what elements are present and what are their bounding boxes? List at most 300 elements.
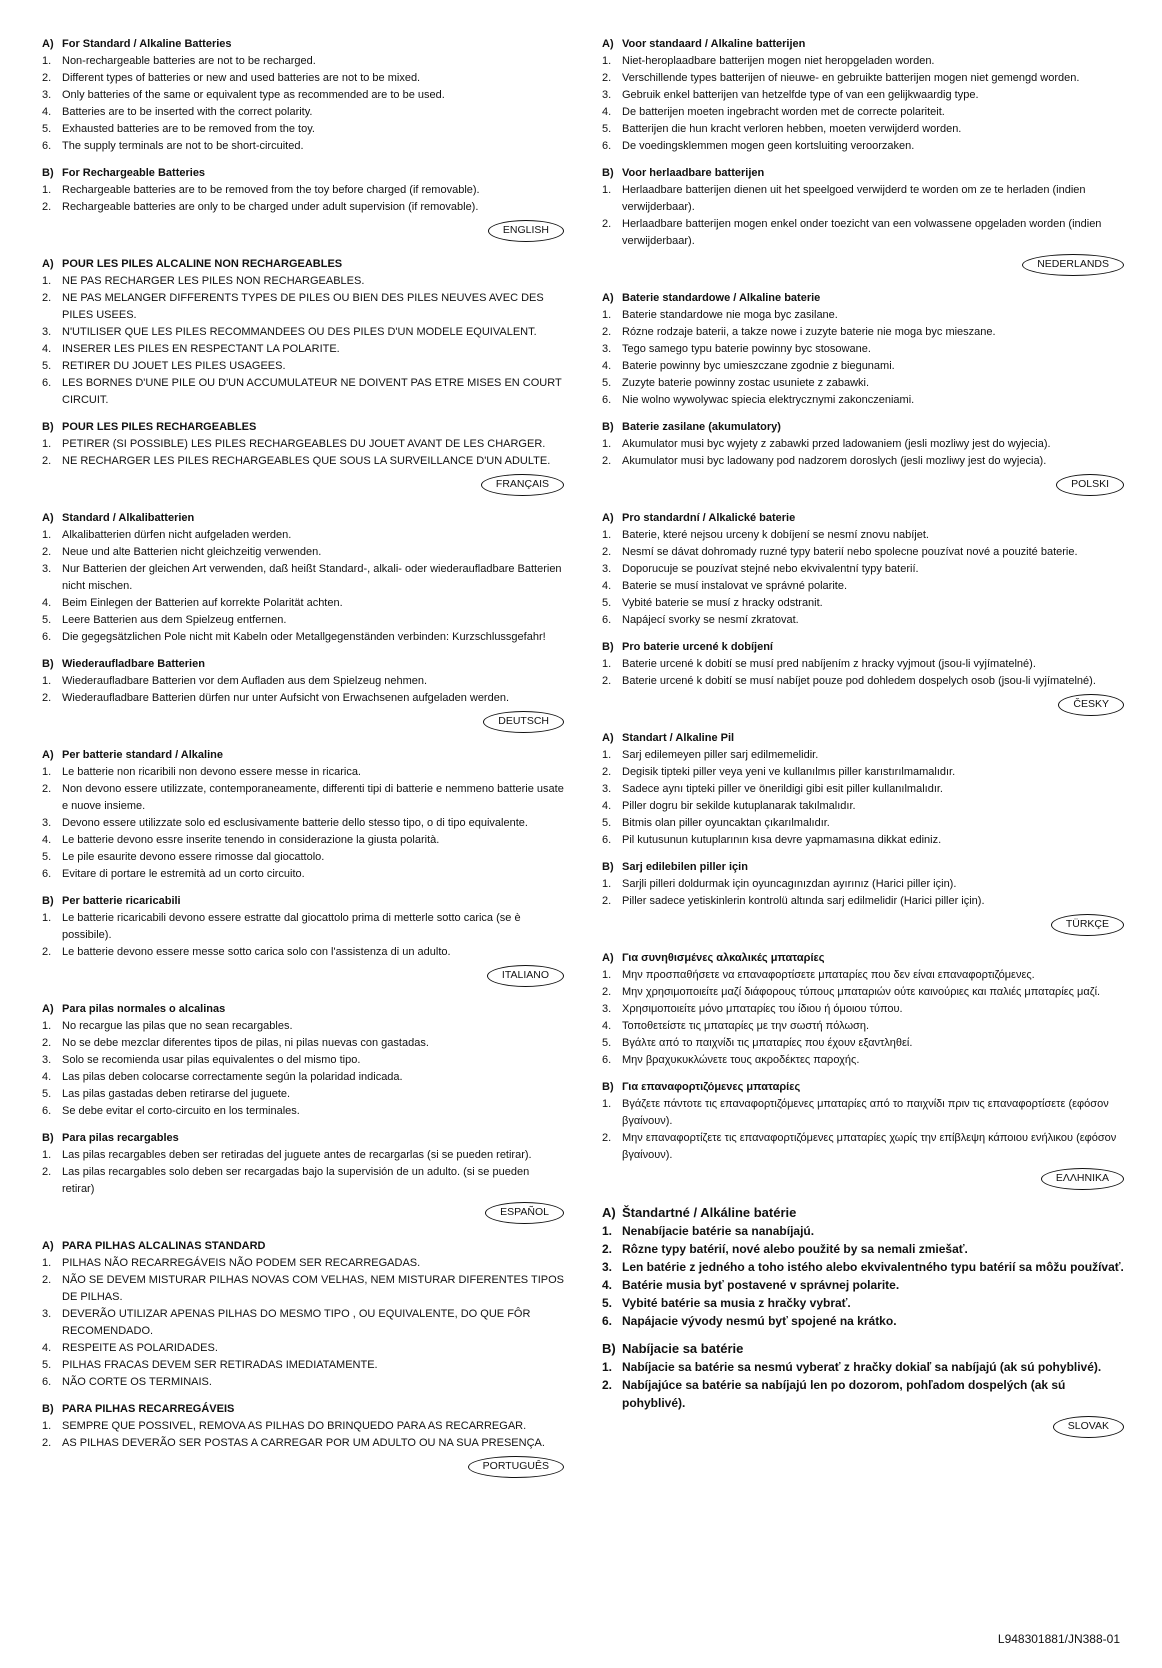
item-text: Baterie, které nejsou urceny k dobíjení se nesmí znovu nabíjet.: [622, 529, 929, 541]
subsection-letter: B): [42, 1132, 54, 1144]
item-text: Se debe evitar el corto-circuito en los terminales.: [62, 1105, 300, 1117]
list-item: [42, 673, 564, 690]
instruction-list: [602, 967, 1124, 1069]
list-item: [42, 1340, 564, 1357]
item-number: 1.: [42, 275, 52, 287]
subsection-letter: B): [602, 167, 614, 179]
item-number: 1.: [42, 55, 52, 67]
item-text: Vybité batérie sa musia z hračky vybrať.: [622, 1296, 851, 1310]
item-number: 2.: [602, 218, 612, 230]
subsection-b-title: [42, 893, 564, 910]
instruction-list: [602, 527, 1124, 629]
item-text: Herlaadbare batterijen mogen enkel onder toezicht van een volwassene opgeladen worden (indien verwijderbaar).: [622, 218, 1102, 247]
instruction-list: [42, 1018, 564, 1120]
item-number: 4.: [42, 1071, 52, 1083]
item-number: 1.: [42, 1420, 52, 1432]
item-text: NÃO CORTE OS TERMINAIS.: [62, 1376, 212, 1388]
item-number: 2.: [42, 946, 52, 958]
list-item: [602, 656, 1124, 673]
instruction-list: [42, 273, 564, 409]
item-number: 1.: [602, 55, 612, 67]
subsection-a-title: [602, 290, 1124, 307]
item-text: Leere Batterien aus dem Spielzeug entfernen.: [62, 614, 287, 626]
item-number: 3.: [602, 563, 612, 575]
list-item: [602, 1294, 1124, 1312]
item-text: Wiederaufladbare Batterien vor dem Aufladen aus dem Spielzeug nehmen.: [62, 675, 428, 687]
item-number: 3.: [602, 1003, 612, 1015]
badge-row: [42, 1202, 564, 1224]
item-text: RESPEITE AS POLARIDADES.: [62, 1342, 218, 1354]
section-cesky: [602, 510, 1124, 716]
item-number: 1.: [42, 675, 52, 687]
item-number: 6.: [602, 140, 612, 152]
item-text: Las pilas gastadas deben retirarse del juguete.: [62, 1088, 291, 1100]
item-text: PILHAS FRACAS DEVEM SER RETIRADAS IMEDIATAMENTE.: [62, 1359, 378, 1371]
instruction-list: [42, 1418, 564, 1452]
item-text: NE PAS RECHARGER LES PILES NON RECHARGEABLES.: [62, 275, 365, 287]
item-text: Las pilas recargables deben ser retiradas del juguete antes de recargarlas (si se pueden retirar).: [62, 1149, 532, 1161]
subsection-letter: A): [42, 1240, 54, 1252]
item-number: 4.: [602, 580, 612, 592]
language-badge: FRANÇAIS: [481, 474, 564, 496]
spacer: [42, 646, 564, 656]
instruction-list: [602, 656, 1124, 690]
item-number: 1.: [42, 438, 52, 450]
item-text: Μην προσπαθήσετε να επαναφορτίσετε μπαταρίες που δεν είναι επαναφορτιζόμενες.: [622, 969, 1035, 981]
item-number: 6.: [42, 140, 52, 152]
item-text: Solo se recomienda usar pilas equivalentes o del mismo tipo.: [62, 1054, 361, 1066]
item-text: Las pilas deben colocarse correctamente según la polaridad indicada.: [62, 1071, 403, 1083]
item-text: Le batterie devono essre inserite tenendo in considerazione la giusta polarità.: [62, 834, 440, 846]
item-text: Different types of batteries or new and used batteries are not to be mixed.: [62, 72, 421, 84]
item-text: Napájecí svorky se nesmí zkratovat.: [622, 614, 799, 626]
item-text: INSERER LES PILES EN RESPECTANT LA POLARITE.: [62, 343, 340, 355]
item-number: 5.: [602, 1037, 612, 1049]
item-number: 3.: [42, 563, 52, 575]
list-item: [42, 453, 564, 470]
section-turkce: [602, 730, 1124, 936]
list-item: [602, 1376, 1124, 1412]
item-number: 3.: [602, 343, 612, 355]
list-item: [602, 561, 1124, 578]
list-item: [42, 273, 564, 290]
list-item: [42, 1435, 564, 1452]
list-item: [602, 544, 1124, 561]
list-item: [42, 436, 564, 453]
list-item: [602, 1035, 1124, 1052]
item-text: Verschillende types batterijen of nieuwe- en gebruikte batterijen mogen niet gemengd worden.: [622, 72, 1080, 84]
subsection-letter: A): [42, 749, 54, 761]
item-number: 2.: [602, 72, 612, 84]
badge-row: [42, 711, 564, 733]
instruction-list: [42, 436, 564, 470]
item-number: 1.: [42, 529, 52, 541]
list-item: [602, 1052, 1124, 1069]
item-text: Pil kutusunun kutuplarının kısa devre yapmamasına dikkat ediniz.: [622, 834, 942, 846]
list-item: [42, 53, 564, 70]
list-item: [42, 1272, 564, 1306]
instruction-list: [42, 673, 564, 707]
spacer: [602, 409, 1124, 419]
list-item: [42, 544, 564, 561]
item-text: Non devono essere utilizzate, contemporaneamente, differenti tipi di batterie e nemmeno batterie usate e nuove insieme.: [62, 783, 564, 812]
item-text: Batérie musia byť postavené v správnej polarite.: [622, 1278, 900, 1292]
item-number: 5.: [602, 1296, 613, 1310]
subsection-letter: B): [602, 861, 614, 873]
document-code: L948301881/JN388-01: [997, 1632, 1120, 1646]
item-number: 2.: [42, 1166, 52, 1178]
item-text: Napájacie vývody nesmú byť spojené na krátko.: [622, 1314, 897, 1328]
list-item: [602, 324, 1124, 341]
section-nederlands: [602, 36, 1124, 276]
item-number: 6.: [602, 1054, 612, 1066]
item-number: 1.: [602, 749, 612, 761]
item-number: 2.: [42, 546, 52, 558]
item-number: 6.: [42, 377, 52, 389]
list-item: [42, 199, 564, 216]
list-item: [42, 1418, 564, 1435]
list-item: [602, 798, 1124, 815]
item-number: 1.: [42, 912, 52, 924]
item-number: 2.: [602, 1242, 613, 1256]
item-text: N'UTILISER QUE LES PILES RECOMMANDEES OU DES PILES D'UN MODELE EQUIVALENT.: [62, 326, 537, 338]
subsection-letter: A): [42, 512, 54, 524]
item-number: 4.: [602, 106, 612, 118]
language-badge: NEDERLANDS: [1022, 254, 1124, 276]
subsection-heading: For Standard / Alkaline Batteries: [62, 38, 232, 50]
list-item: [602, 121, 1124, 138]
item-text: Le batterie non ricaribili non devono essere messe in ricarica.: [62, 766, 361, 778]
instruction-list: [42, 1147, 564, 1198]
item-text: No se debe mezclar diferentes tipos de pilas, ni pilas nuevas con gastadas.: [62, 1037, 429, 1049]
item-text: Baterie se musí instalovat ve správné polarite.: [622, 580, 848, 592]
subsection-letter: B): [42, 421, 54, 433]
item-text: Nesmí se dávat dohromady ruzné typy baterií nebo spolecne pouzívat nové a pouzité baterie.: [622, 546, 1078, 558]
section-polski: [602, 290, 1124, 496]
subsection-b-title: [42, 419, 564, 436]
item-number: 2.: [602, 326, 612, 338]
list-item: [602, 1130, 1124, 1164]
item-number: 6.: [42, 1105, 52, 1117]
item-number: 5.: [42, 123, 52, 135]
subsection-letter: A): [42, 1003, 54, 1015]
item-number: 3.: [42, 817, 52, 829]
list-item: [602, 1096, 1124, 1130]
subsection-b-title: [602, 859, 1124, 876]
item-text: Akumulator musi byc ladowany pod nadzorem doroslych (jesli mozliwy jest do wyjecia).: [622, 455, 1047, 467]
subsection-heading: POUR LES PILES ALCALINE NON RECHARGEABLES: [62, 258, 343, 270]
item-number: 5.: [602, 597, 612, 609]
instruction-list: [602, 182, 1124, 250]
item-text: Rechargeable batteries are only to be charged under adult supervision (if removable).: [62, 201, 479, 213]
subsection-heading: Για επαναφορτιζόμενες μπαταρίες: [622, 1081, 801, 1093]
language-badge: ΕΛΛΗΝΙΚΑ: [1041, 1168, 1124, 1190]
subsection-heading: Sarj edilebilen piller için: [622, 861, 748, 873]
list-item: [602, 984, 1124, 1001]
badge-row: [602, 1416, 1124, 1438]
subsection-a-title: [602, 730, 1124, 747]
item-text: Neue und alte Batterien nicht gleichzeitig verwenden.: [62, 546, 322, 558]
item-number: 2.: [42, 292, 52, 304]
subsection-letter: A): [602, 732, 614, 744]
item-number: 6.: [602, 1314, 613, 1328]
language-badge: ČESKY: [1058, 694, 1124, 716]
instruction-list: [602, 1222, 1124, 1330]
subsection-b-title: [42, 656, 564, 673]
item-number: 2.: [602, 766, 612, 778]
badge-row: [602, 1168, 1124, 1190]
item-text: Devono essere utilizzate solo ed esclusivamente batterie dello stesso tipo, o di tipo equivalente.: [62, 817, 528, 829]
list-item: [602, 87, 1124, 104]
subsection-letter: A): [42, 38, 54, 50]
item-number: 6.: [42, 868, 52, 880]
list-item: [602, 612, 1124, 629]
list-item: [42, 341, 564, 358]
subsection-heading: Baterie standardowe / Alkaline baterie: [622, 292, 821, 304]
subsection-letter: B): [602, 1081, 614, 1093]
subsection-a-title: [42, 1001, 564, 1018]
subsection-letter: B): [602, 1341, 616, 1356]
list-item: [42, 910, 564, 944]
list-item: [42, 1164, 564, 1198]
list-item: [602, 1358, 1124, 1376]
list-item: [42, 182, 564, 199]
item-number: 4.: [42, 343, 52, 355]
subsection-letter: B): [602, 421, 614, 433]
subsection-heading: Voor herlaadbare batterijen: [622, 167, 765, 179]
list-item: [42, 1035, 564, 1052]
instruction-list: [602, 1358, 1124, 1412]
subsection-a-title: [602, 950, 1124, 967]
list-item: [602, 307, 1124, 324]
right-column: [602, 36, 1124, 1452]
item-text: NÃO SE DEVEM MISTURAR PILHAS NOVAS COM VELHAS, NEM MISTURAR DIFERENTES TIPOS DE PILHAS.: [62, 1274, 565, 1303]
item-text: Rózne rodzaje baterii, a takze nowe i zuzyte baterie nie moga byc mieszane.: [622, 326, 996, 338]
list-item: [42, 1255, 564, 1272]
instruction-list: [42, 764, 564, 883]
subsection-heading: Voor standaard / Alkaline batterijen: [622, 38, 806, 50]
item-number: 2.: [602, 455, 612, 467]
instruction-list: [602, 307, 1124, 409]
list-item: [42, 595, 564, 612]
item-text: Non-rechargeable batteries are not to be recharged.: [62, 55, 316, 67]
item-number: 1.: [602, 1098, 612, 1110]
item-number: 1.: [42, 184, 52, 196]
item-text: Le batterie ricaricabili devono essere estratte dal giocattolo prima di metterle sotto carica (se è possibile).: [62, 912, 521, 941]
item-number: 2.: [42, 455, 52, 467]
language-badge: SLOVAK: [1053, 1416, 1124, 1438]
item-number: 1.: [602, 658, 612, 670]
item-number: 5.: [42, 851, 52, 863]
subsection-letter: A): [602, 292, 614, 304]
item-number: 1.: [602, 969, 612, 981]
language-badge: POLSKI: [1056, 474, 1124, 496]
subsection-heading: For Rechargeable Batteries: [62, 167, 206, 179]
item-number: 3.: [42, 326, 52, 338]
item-text: Degisik tipteki piller veya yeni ve kullanılmıs piller karıstırılmamalıdır.: [622, 766, 956, 778]
list-item: [602, 578, 1124, 595]
subsection-heading: Pro standardní / Alkalické baterie: [622, 512, 796, 524]
subsection-b-title: [602, 419, 1124, 436]
item-text: SEMPRE QUE POSSIVEL, REMOVA AS PILHAS DO BRINQUEDO PARA AS RECARREGAR.: [62, 1420, 527, 1432]
list-item: [42, 1069, 564, 1086]
item-number: 5.: [42, 1088, 52, 1100]
list-item: [602, 527, 1124, 544]
item-text: Las pilas recargables solo deben ser recargadas bajo la supervisión de un adulto. (si se pueden retirar): [62, 1166, 530, 1195]
item-number: 4.: [602, 1278, 613, 1292]
item-number: 2.: [602, 1132, 612, 1144]
item-text: Baterie urcené k dobití se musí pred nabíjením z hracky vyjmout (jsou-li vyjímatelné).: [622, 658, 1036, 670]
spacer: [42, 1391, 564, 1401]
list-item: [602, 104, 1124, 121]
item-text: Μην βραχυκυκλώνετε τους ακροδέκτες παροχής.: [622, 1054, 860, 1066]
item-number: 4.: [42, 597, 52, 609]
item-text: Herlaadbare batterijen dienen uit het speelgoed verwijderd te worden om ze te herladen (indien verwijderbaar).: [622, 184, 1086, 213]
subsection-b-title: [602, 1079, 1124, 1096]
language-badge: DEUTSCH: [483, 711, 564, 733]
item-number: 2.: [42, 1037, 52, 1049]
item-text: Bitmis olan piller oyuncaktan çıkarılmalıdır.: [622, 817, 830, 829]
list-item: [602, 595, 1124, 612]
item-number: 2.: [42, 72, 52, 84]
subsection-a-title: [602, 510, 1124, 527]
subsection-a-title: [602, 36, 1124, 53]
item-number: 1.: [42, 1020, 52, 1032]
list-item: [602, 216, 1124, 250]
item-number: 2.: [602, 895, 612, 907]
item-number: 2.: [42, 201, 52, 213]
badge-row: [602, 694, 1124, 716]
item-number: 6.: [42, 1376, 52, 1388]
subsection-letter: A): [42, 258, 54, 270]
list-item: [42, 781, 564, 815]
item-number: 5.: [42, 360, 52, 372]
item-text: Len batérie z jedného a toho istého alebo ekvivalentného typu batérií sa môžu používať.: [622, 1260, 1124, 1274]
badge-row: [602, 474, 1124, 496]
list-item: [42, 138, 564, 155]
list-item: [602, 453, 1124, 470]
item-number: 1.: [42, 766, 52, 778]
item-number: 1.: [42, 1257, 52, 1269]
item-text: Τοποθετείστε τις μπαταρίες με την σωστή πόλωση.: [622, 1020, 870, 1032]
subsection-heading: Για συνηθισμένες αλκαλικές μπαταρίες: [622, 952, 825, 964]
item-text: Gebruik enkel batterijen van hetzelfde type of van een gelijkwaardig type.: [622, 89, 979, 101]
item-text: AS PILHAS DEVERÃO SER POSTAS A CARREGAR POR UM ADULTO OU NA SUA PRESENÇA.: [62, 1437, 545, 1449]
subsection-heading: Nabíjacie sa batérie: [622, 1341, 744, 1356]
item-number: 4.: [602, 800, 612, 812]
item-number: 4.: [42, 834, 52, 846]
list-item: [42, 324, 564, 341]
list-item: [602, 1018, 1124, 1035]
badge-row: [602, 254, 1124, 276]
list-item: [602, 747, 1124, 764]
badge-row: [42, 474, 564, 496]
item-text: Vybité baterie se musí z hracky odstranit.: [622, 597, 823, 609]
list-item: [42, 944, 564, 961]
subsection-heading: Wiederaufladbare Batterien: [62, 658, 205, 670]
subsection-b-title: [42, 165, 564, 182]
list-item: [602, 53, 1124, 70]
subsection-heading: Para pilas normales o alcalinas: [62, 1003, 226, 1015]
item-number: 1.: [602, 878, 612, 890]
item-text: De batterijen moeten ingebracht worden met de correcte polariteit.: [622, 106, 945, 118]
list-item: [42, 358, 564, 375]
list-item: [42, 375, 564, 409]
language-badge: TÜRKÇE: [1051, 914, 1124, 936]
section-slovak: [602, 1204, 1124, 1438]
subsection-letter: A): [602, 1205, 616, 1220]
item-text: Βγάζετε πάντοτε τις επαναφορτιζόμενες μπαταρίες από το παιχνίδι πριν τις επαναφορτίσετε (εφόσον βγαίνουν).: [622, 1098, 1109, 1127]
item-text: Zuzyte baterie powinny zostac usuniete z zabawki.: [622, 377, 870, 389]
item-number: 5.: [602, 123, 612, 135]
list-item: [602, 876, 1124, 893]
list-item: [42, 527, 564, 544]
list-item: [602, 70, 1124, 87]
list-item: [602, 1222, 1124, 1240]
list-item: [602, 1312, 1124, 1330]
item-text: Sarjli pilleri doldurmak için oyuncagınızdan ayırınız (Harici piller için).: [622, 878, 957, 890]
subsection-a-title: [42, 36, 564, 53]
language-badge: PORTUGUÊS: [468, 1456, 564, 1478]
item-text: Μην χρησιμοποιείτε μαζί διάφορους τύπους μπαταριών ούτε καινούριες και παλιές μπαταρίες μαζί.: [622, 986, 1101, 998]
spacer: [602, 629, 1124, 639]
list-item: [42, 1103, 564, 1120]
item-text: Exhausted batteries are to be removed from the toy.: [62, 123, 315, 135]
subsection-a-title: [42, 747, 564, 764]
item-number: 3.: [42, 1054, 52, 1066]
item-number: 6.: [602, 614, 612, 626]
item-text: Akumulator musi byc wyjety z zabawki przed ladowaniem (jesli mozliwy jest do wyjecia).: [622, 438, 1051, 450]
item-number: 4.: [602, 1020, 612, 1032]
list-item: [602, 341, 1124, 358]
subsection-b-title: [602, 165, 1124, 182]
item-text: Only batteries of the same or equivalent type as recommended are to be used.: [62, 89, 445, 101]
list-item: [602, 764, 1124, 781]
list-item: [602, 967, 1124, 984]
spacer: [602, 1069, 1124, 1079]
item-number: 1.: [602, 309, 612, 321]
language-badge: ENGLISH: [488, 220, 564, 242]
item-text: Le batterie devono essere messe sotto carica solo con l'assistenza di un adulto.: [62, 946, 451, 958]
item-number: 3.: [602, 1260, 613, 1274]
item-text: Piller sadece yetiskinlerin kontrolü altında sarj edilmelidir (Harici piller için).: [622, 895, 985, 907]
badge-row: [42, 220, 564, 242]
item-text: Piller dogru bir sekilde kutuplanarak takılmalıdır.: [622, 800, 856, 812]
item-text: Wiederaufladbare Batterien dürfen nur unter Aufsicht von Erwachsenen aufgeladen werden.: [62, 692, 510, 704]
list-item: [42, 629, 564, 646]
badge-row: [42, 965, 564, 987]
instruction-list: [42, 53, 564, 155]
item-text: De voedingsklemmen mogen geen kortsluiting veroorzaken.: [622, 140, 915, 152]
item-text: Die gegegsätzlichen Pole nicht mit Kabeln oder Metallgegenständen verbinden: Kurzschlussgefahr!: [62, 631, 546, 643]
instruction-list: [602, 436, 1124, 470]
spacer: [42, 883, 564, 893]
item-number: 5.: [42, 1359, 52, 1371]
item-text: PILHAS NÃO RECARREGÁVEIS NÃO PODEM SER RECARREGADAS.: [62, 1257, 421, 1269]
subsection-letter: B): [42, 658, 54, 670]
item-text: Batteries are to be inserted with the correct polarity.: [62, 106, 313, 118]
item-text: Nur Batterien der gleichen Art verwenden, daß heißt Standard-, alkali- oder wiederaufladbare Batterien nicht mischen.: [62, 563, 562, 592]
subsection-b-title: [42, 1401, 564, 1418]
item-text: Nabíjajúce sa batérie sa nabíjajú len po dozorom, pohľadom dospelých (ak sú pohyblivé).: [622, 1378, 1066, 1410]
badge-row: [602, 914, 1124, 936]
subsection-heading: Standart / Alkaline Pil: [622, 732, 735, 744]
item-text: Tego samego typu baterie powinny byc stosowane.: [622, 343, 871, 355]
item-number: 2.: [602, 675, 612, 687]
section-ellinika: [602, 950, 1124, 1190]
item-number: 4.: [42, 106, 52, 118]
subsection-heading: Per batterie ricaricabili: [62, 895, 181, 907]
